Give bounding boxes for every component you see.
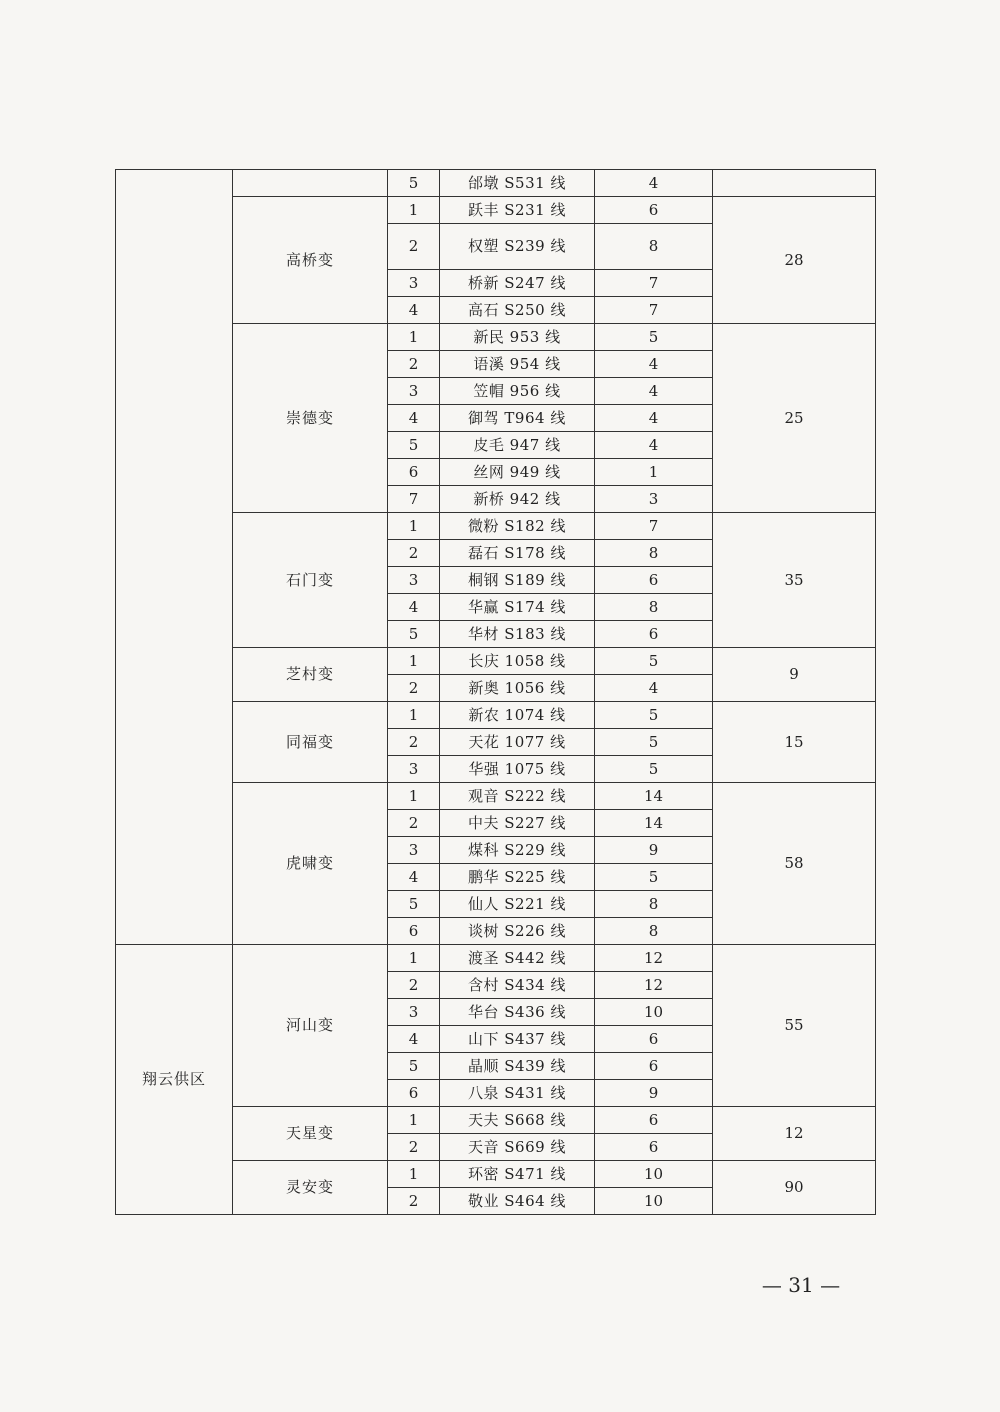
line-count: 9: [595, 837, 713, 864]
line-name: 新农 1074 线: [440, 702, 595, 729]
line-name: 桐钢 S189 线: [440, 567, 595, 594]
line-index: 4: [388, 594, 440, 621]
substation-total: 15: [713, 702, 876, 783]
line-name: 天花 1077 线: [440, 729, 595, 756]
line-count: 5: [595, 864, 713, 891]
line-name: 磊石 S178 线: [440, 540, 595, 567]
line-count: 12: [595, 972, 713, 999]
line-count: 4: [595, 170, 713, 197]
line-name: 丝网 949 线: [440, 459, 595, 486]
line-index: 1: [388, 1107, 440, 1134]
line-count: 7: [595, 270, 713, 297]
line-name: 皮毛 947 线: [440, 432, 595, 459]
line-index: 3: [388, 378, 440, 405]
line-count: 6: [595, 621, 713, 648]
line-index: 2: [388, 1188, 440, 1215]
substation-line-table: [115, 169, 876, 1215]
substation-name: 同福变: [233, 702, 388, 783]
line-index: 1: [388, 783, 440, 810]
line-index: 2: [388, 540, 440, 567]
line-index: 1: [388, 513, 440, 540]
line-index: 2: [388, 729, 440, 756]
line-count: 4: [595, 405, 713, 432]
line-index: 2: [388, 224, 440, 270]
line-count: 5: [595, 729, 713, 756]
line-index: 3: [388, 567, 440, 594]
line-count: 10: [595, 999, 713, 1026]
line-count: 7: [595, 297, 713, 324]
line-count: 5: [595, 702, 713, 729]
line-index: 4: [388, 864, 440, 891]
line-index: 6: [388, 1080, 440, 1107]
line-index: 7: [388, 486, 440, 513]
page-number: — 31 —: [761, 1273, 841, 1297]
line-index: 3: [388, 270, 440, 297]
line-count: 3: [595, 486, 713, 513]
line-index: 2: [388, 351, 440, 378]
line-count: 4: [595, 378, 713, 405]
substation-name: 天星变: [233, 1107, 388, 1161]
line-index: 5: [388, 891, 440, 918]
line-index: 3: [388, 756, 440, 783]
line-index: 3: [388, 837, 440, 864]
line-name: 邰墩 S531 线: [440, 170, 595, 197]
line-count: 5: [595, 324, 713, 351]
line-count: 6: [595, 1134, 713, 1161]
line-count: 4: [595, 351, 713, 378]
line-count: 8: [595, 594, 713, 621]
line-index: 1: [388, 648, 440, 675]
line-index: 2: [388, 1134, 440, 1161]
line-count: 8: [595, 540, 713, 567]
substation-name: 虎啸变: [233, 783, 388, 945]
line-index: 4: [388, 1026, 440, 1053]
substation-name: 高桥变: [233, 197, 388, 324]
line-name: 八泉 S431 线: [440, 1080, 595, 1107]
line-name: 敬业 S464 线: [440, 1188, 595, 1215]
line-index: 3: [388, 999, 440, 1026]
line-name: 长庆 1058 线: [440, 648, 595, 675]
region-cell: [116, 170, 233, 945]
line-name: 环密 S471 线: [440, 1161, 595, 1188]
substation-name: 崇德变: [233, 324, 388, 513]
line-count: 6: [595, 1026, 713, 1053]
line-index: 1: [388, 945, 440, 972]
line-name: 御驾 T964 线: [440, 405, 595, 432]
line-count: 10: [595, 1161, 713, 1188]
substation-total: 9: [713, 648, 876, 702]
line-index: 1: [388, 702, 440, 729]
line-count: 5: [595, 756, 713, 783]
line-name: 含村 S434 线: [440, 972, 595, 999]
line-name: 华赢 S174 线: [440, 594, 595, 621]
line-index: 4: [388, 405, 440, 432]
table-row: [116, 170, 876, 197]
line-name: 微粉 S182 线: [440, 513, 595, 540]
line-count: 6: [595, 197, 713, 224]
line-index: 2: [388, 972, 440, 999]
line-count: 7: [595, 513, 713, 540]
line-name: 山下 S437 线: [440, 1026, 595, 1053]
line-index: 5: [388, 1053, 440, 1080]
substation-name: 芝村变: [233, 648, 388, 702]
line-name: 鹏华 S225 线: [440, 864, 595, 891]
line-index: 2: [388, 810, 440, 837]
line-count: 4: [595, 675, 713, 702]
line-name: 中夫 S227 线: [440, 810, 595, 837]
line-index: 5: [388, 170, 440, 197]
line-name: 语溪 954 线: [440, 351, 595, 378]
table-row: [116, 945, 876, 972]
line-name: 华台 S436 线: [440, 999, 595, 1026]
line-name: 笠帽 956 线: [440, 378, 595, 405]
substation-total: 90: [713, 1161, 876, 1215]
substation-name: 灵安变: [233, 1161, 388, 1215]
substation-total: [713, 170, 876, 197]
line-index: 6: [388, 918, 440, 945]
line-name: 新桥 942 线: [440, 486, 595, 513]
line-count: 9: [595, 1080, 713, 1107]
substation-total: 58: [713, 783, 876, 945]
line-count: 8: [595, 918, 713, 945]
line-count: 1: [595, 459, 713, 486]
line-name: 权塑 S239 线: [440, 224, 595, 270]
line-name: 新民 953 线: [440, 324, 595, 351]
line-name: 华强 1075 线: [440, 756, 595, 783]
line-name: 晶顺 S439 线: [440, 1053, 595, 1080]
line-index: 2: [388, 675, 440, 702]
line-name: 新奥 1056 线: [440, 675, 595, 702]
line-name: 天音 S669 线: [440, 1134, 595, 1161]
line-name: 煤科 S229 线: [440, 837, 595, 864]
line-name: 桥新 S247 线: [440, 270, 595, 297]
line-name: 高石 S250 线: [440, 297, 595, 324]
line-count: 10: [595, 1188, 713, 1215]
substation-name: [233, 170, 388, 197]
line-count: 6: [595, 1107, 713, 1134]
substation-total: 35: [713, 513, 876, 648]
substation-total: 55: [713, 945, 876, 1107]
substation-total: 12: [713, 1107, 876, 1161]
line-name: 跃丰 S231 线: [440, 197, 595, 224]
line-count: 6: [595, 567, 713, 594]
line-name: 观音 S222 线: [440, 783, 595, 810]
substation-name: 河山变: [233, 945, 388, 1107]
line-count: 6: [595, 1053, 713, 1080]
line-name: 渡圣 S442 线: [440, 945, 595, 972]
substation-name: 石门变: [233, 513, 388, 648]
line-index: 4: [388, 297, 440, 324]
line-name: 仙人 S221 线: [440, 891, 595, 918]
line-name: 谈树 S226 线: [440, 918, 595, 945]
substation-total: 25: [713, 324, 876, 513]
line-count: 14: [595, 783, 713, 810]
line-index: 1: [388, 324, 440, 351]
line-index: 1: [388, 1161, 440, 1188]
line-count: 8: [595, 224, 713, 270]
line-count: 12: [595, 945, 713, 972]
line-index: 6: [388, 459, 440, 486]
line-index: 5: [388, 621, 440, 648]
line-name: 天夫 S668 线: [440, 1107, 595, 1134]
line-index: 5: [388, 432, 440, 459]
line-count: 5: [595, 648, 713, 675]
line-index: 1: [388, 197, 440, 224]
line-count: 8: [595, 891, 713, 918]
region-cell: 翔云供区: [116, 945, 233, 1215]
line-count: 4: [595, 432, 713, 459]
substation-total: 28: [713, 197, 876, 324]
line-name: 华材 S183 线: [440, 621, 595, 648]
line-count: 14: [595, 810, 713, 837]
